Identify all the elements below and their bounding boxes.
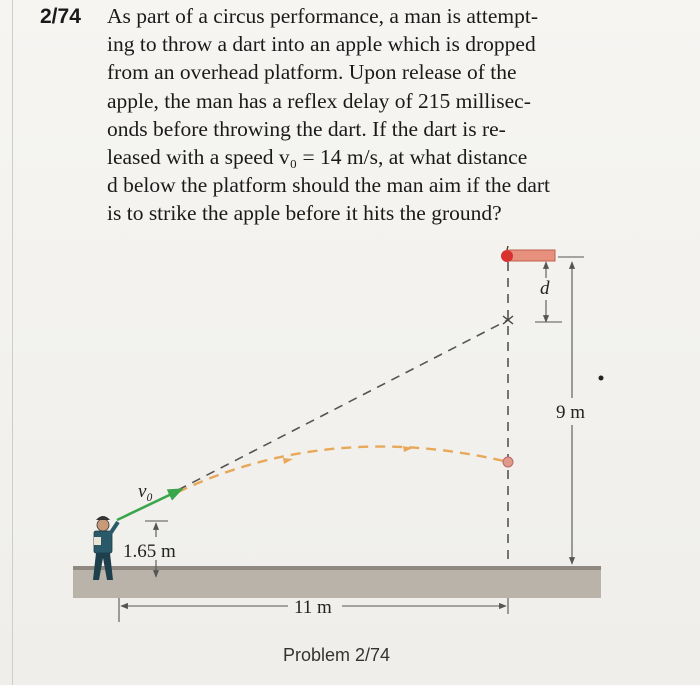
trajectory-arrow <box>283 458 293 464</box>
problem-line: is to strike the apple before it hits the ground? <box>107 201 502 226</box>
platform-height-label: 9 m <box>556 402 586 423</box>
problem-line: As part of a circus performance, a man is attempt- <box>107 4 539 28</box>
problem-line: onds before throwing the dart. If the dart is re- <box>107 116 506 141</box>
problem-number: 2/74 <box>40 5 81 28</box>
aim-line <box>178 320 508 490</box>
problem-line: leased with a speed v₀ = 14 m/s, at what distance <box>107 145 528 170</box>
apple-at-intercept <box>503 457 513 467</box>
problem-line: ing to throw a dart into an apple which is dropped <box>107 32 536 57</box>
horizontal-distance-label: 11 m <box>294 597 332 618</box>
apple-on-platform <box>501 246 513 262</box>
velocity-label: v₀ <box>138 481 154 502</box>
release-height-label: 1.65 m <box>123 541 176 562</box>
problem-line: apple, the man has a reflex delay of 215 millisec- <box>107 88 531 113</box>
problem-line: d below the platform should the man aim if the dart <box>107 173 551 198</box>
dart-trajectory <box>178 447 508 492</box>
page-dot <box>599 376 604 381</box>
platform <box>509 250 555 261</box>
problem-line: from an overhead platform. Upon release of the <box>107 60 517 85</box>
figure-caption: Problem 2/74 <box>283 645 391 665</box>
d-label: d <box>540 278 550 299</box>
ground <box>73 566 601 598</box>
